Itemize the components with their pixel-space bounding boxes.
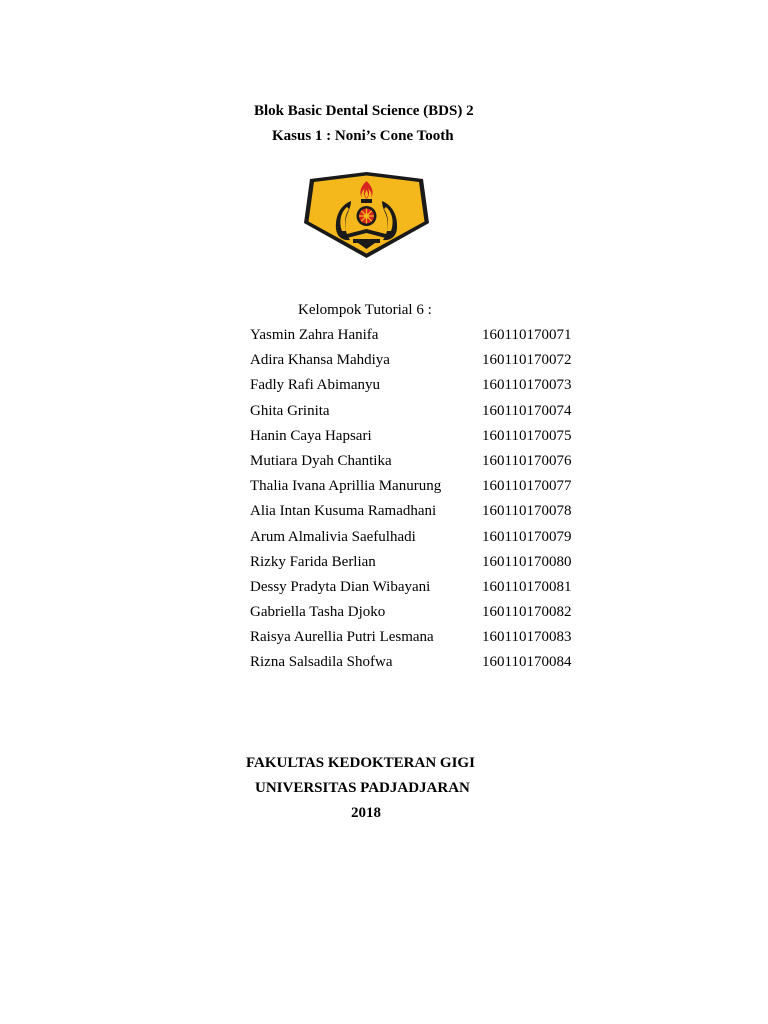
member-nim: 160110170077 <box>482 478 572 495</box>
list-item <box>250 426 590 451</box>
tutorial-group-label: Kelompok Tutorial 6 : <box>298 302 432 318</box>
member-nim: 160110170083 <box>482 629 572 646</box>
list-item <box>250 451 590 476</box>
member-name: Yasmin Zahra Hanifa <box>250 327 379 343</box>
case-title: Kasus 1 : Noni’s Cone Tooth <box>272 128 454 144</box>
member-name: Fadly Rafi Abimanyu <box>250 377 380 394</box>
list-item <box>250 627 590 652</box>
list-item <box>250 652 590 677</box>
list-item <box>250 476 590 501</box>
member-name: Dessy Pradyta Dian Wibayani <box>250 578 431 595</box>
university-emblem-icon <box>303 171 430 259</box>
member-nim: 160110170079 <box>482 528 572 545</box>
member-nim: 160110170074 <box>482 402 572 419</box>
list-item <box>250 350 590 375</box>
member-nim: 160110170084 <box>482 654 572 671</box>
member-name: Arum Almalivia Saefulhadi <box>250 528 416 545</box>
university-name: UNIVERSITAS PADJADJARAN <box>255 780 470 796</box>
member-name: Mutiara Dyah Chantika <box>250 452 392 469</box>
member-nim: 160110170072 <box>482 352 572 369</box>
member-nim: 160110170071 <box>482 327 572 343</box>
member-name: Gabriella Tasha Djoko <box>250 604 386 621</box>
member-name: Rizna Salsadila Shofwa <box>250 654 393 671</box>
member-nim: 160110170075 <box>482 427 572 444</box>
member-name: Ghita Grinita <box>250 402 330 419</box>
member-nim: 160110170073 <box>482 377 572 394</box>
member-nim: 160110170078 <box>482 503 572 520</box>
member-nim: 160110170081 <box>482 578 572 595</box>
list-item <box>250 552 590 577</box>
member-name: Rizky Farida Berlian <box>250 553 376 570</box>
member-name: Adira Khansa Mahdiya <box>250 352 390 369</box>
document-title: Blok Basic Dental Science (BDS) 2 <box>254 103 474 119</box>
year: 2018 <box>351 805 381 821</box>
member-nim: 160110170082 <box>482 604 572 621</box>
member-nim: 160110170076 <box>482 452 572 469</box>
list-item <box>250 577 590 602</box>
list-item <box>250 527 590 552</box>
member-name: Alia Intan Kusuma Ramadhani <box>250 503 437 520</box>
list-item <box>250 602 590 627</box>
faculty-name: FAKULTAS KEDOKTERAN GIGI <box>246 755 475 771</box>
member-name: Thalia Ivana Aprillia Manurung <box>250 478 442 495</box>
member-nim: 160110170080 <box>482 553 572 570</box>
list-item <box>250 501 590 526</box>
list-item <box>250 375 590 400</box>
member-name: Raisya Aurellia Putri Lesmana <box>250 629 434 646</box>
member-list <box>250 325 590 678</box>
member-name: Hanin Caya Hapsari <box>250 427 372 444</box>
list-item <box>250 401 590 426</box>
list-item <box>250 325 590 350</box>
